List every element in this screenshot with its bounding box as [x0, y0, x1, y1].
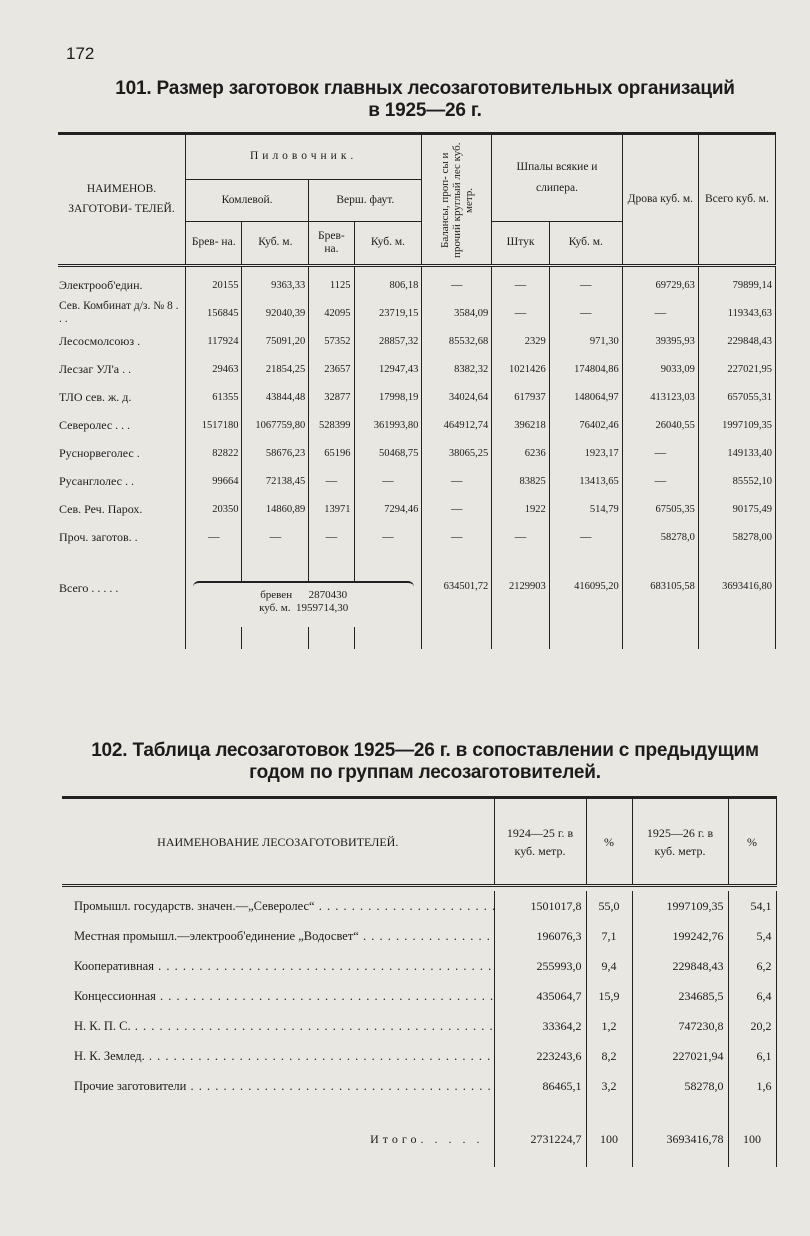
cell-sh_sht: 617937: [492, 383, 550, 411]
cell-sh_sht: —: [492, 299, 550, 327]
cell-vsego: 58278,00: [698, 523, 775, 551]
cell-sh_kub: —: [549, 523, 622, 551]
cell-y1: 33364,2: [494, 1011, 586, 1041]
cell-k_br: 20155: [185, 271, 242, 299]
cell-sh_kub: —: [549, 271, 622, 299]
cell-k_kub: —: [242, 523, 309, 551]
table1-total-row: [58, 581, 776, 627]
t2-header-pct2: %: [728, 798, 776, 886]
table-row: [58, 327, 776, 355]
cell-p1: 1,2: [586, 1011, 632, 1041]
cell-v_kub: 12947,43: [354, 355, 422, 383]
table-row: [58, 299, 776, 327]
cell-drova: 413123,03: [622, 383, 698, 411]
table-row: [62, 1071, 776, 1101]
table-row: [58, 355, 776, 383]
row-name: [62, 921, 494, 951]
cell-p1: 9,4: [586, 951, 632, 981]
cell-drova: —: [622, 299, 698, 327]
cell-vsego: 79899,14: [698, 271, 775, 299]
t2-total-pct2: 100: [728, 1111, 776, 1167]
cell-k_kub: 43844,48: [242, 383, 309, 411]
row-name: Русанглолес . .: [59, 473, 134, 488]
table1-title-line1: 101. Размер заготовок главных лесозаготовительных организаций: [115, 78, 735, 99]
cell-vsego: 149133,40: [698, 439, 775, 467]
cell-y2: 747230,8: [632, 1011, 728, 1041]
col-header-komlevoi-brevna: Брев- на.: [185, 222, 242, 266]
balansy-header-text: Балансы, проп- сы и прочий круглый лес куб. метр.: [438, 141, 475, 258]
cell-y2: 199242,76: [632, 921, 728, 951]
row-name-text: Кооперативная: [74, 958, 154, 973]
row-name: Лесзаг УЛ'а . .: [59, 361, 132, 376]
cell-y1: 255993,0: [494, 951, 586, 981]
row-name-text: Н. К. П. С.: [74, 1018, 131, 1033]
t2-header-name: НАИМЕНОВАНИЕ ЛЕСОЗАГОТОВИТЕЛЕЙ.: [62, 798, 494, 886]
col-header-komlevoi: Комлевой.: [185, 180, 308, 222]
cell-sh_kub: 1923,17: [549, 439, 622, 467]
cell-v_kub: 7294,46: [354, 495, 422, 523]
row-name: [62, 951, 494, 981]
cell-bal: 85532,68: [422, 327, 492, 355]
row-name: ТЛО сев. ж. д.: [59, 389, 132, 404]
cell-v_kub: 28857,32: [354, 327, 422, 355]
col-header-versh-kub: Куб. м.: [354, 222, 422, 266]
row-name: [62, 1071, 494, 1101]
table2-title-line2: годом по группам лесозаготовителей.: [249, 762, 601, 783]
cell-sh_kub: 76402,46: [549, 411, 622, 439]
col-header-name: НАИМЕНОВ. ЗАГОТОВИ- ТЕЛЕЙ.: [58, 134, 185, 266]
cell-v_kub: —: [354, 467, 422, 495]
t2-total-label: Итого. . . . .: [370, 1131, 484, 1146]
cell-y1: 1501017,8: [494, 891, 586, 921]
cell-bal: 464912,74: [422, 411, 492, 439]
leader-dots: [154, 959, 494, 973]
cell-v_br: 528399: [309, 411, 354, 439]
cell-drova: 69729,63: [622, 271, 698, 299]
table-row: [62, 1011, 776, 1041]
cell-p2: 5,4: [728, 921, 776, 951]
cell-y1: 86465,1: [494, 1071, 586, 1101]
total-label: Всего . . . . .: [59, 581, 119, 595]
t2-total-1924: 2731224,7: [494, 1111, 586, 1167]
total-vsego: 3693416,80: [698, 581, 775, 627]
cell-p1: 3,2: [586, 1071, 632, 1101]
cell-k_kub: 58676,23: [242, 439, 309, 467]
col-header-shpaly-kub: Куб. м.: [549, 222, 622, 266]
cell-y1: 196076,3: [494, 921, 586, 951]
cell-drova: 39395,93: [622, 327, 698, 355]
table-row: [58, 495, 776, 523]
cell-bal: —: [422, 271, 492, 299]
row-name-text: Н. К. Землед.: [74, 1048, 145, 1063]
cell-v_br: 32877: [309, 383, 354, 411]
table-101: [58, 132, 776, 649]
leader-dots: [315, 899, 494, 913]
cell-v_br: 1125: [309, 271, 354, 299]
cell-v_kub: 50468,75: [354, 439, 422, 467]
col-header-drova: Дрова куб. м.: [622, 134, 698, 266]
leader-dots: [145, 1049, 494, 1063]
cell-k_kub: 21854,25: [242, 355, 309, 383]
cell-drova: —: [622, 439, 698, 467]
cell-sh_sht: —: [492, 523, 550, 551]
cell-sh_kub: 13413,65: [549, 467, 622, 495]
cell-k_kub: 14860,89: [242, 495, 309, 523]
table-row: [58, 467, 776, 495]
cell-p2: 6,2: [728, 951, 776, 981]
cell-bal: 38065,25: [422, 439, 492, 467]
cell-k_br: 117924: [185, 327, 242, 355]
cell-sh_sht: 1021426: [492, 355, 550, 383]
leader-dots: [359, 929, 494, 943]
cell-sh_kub: 514,79: [549, 495, 622, 523]
cell-vsego: 229848,43: [698, 327, 775, 355]
cell-sh_sht: 396218: [492, 411, 550, 439]
cell-sh_kub: 174804,86: [549, 355, 622, 383]
cell-y1: 223243,6: [494, 1041, 586, 1071]
row-name: [62, 981, 494, 1011]
cell-drova: 67505,35: [622, 495, 698, 523]
cell-k_br: 61355: [185, 383, 242, 411]
table1-title-line2: в 1925—26 г.: [368, 100, 482, 121]
cell-v_kub: 23719,15: [354, 299, 422, 327]
cell-drova: —: [622, 467, 698, 495]
cell-bal: —: [422, 495, 492, 523]
table-row: [58, 383, 776, 411]
total-brace: [193, 581, 414, 587]
table-row: [62, 1041, 776, 1071]
total-shpaly-shtuk: 2129903: [492, 581, 550, 627]
row-name: Лесосмолсоюз .: [59, 333, 141, 348]
leader-dots: [186, 1079, 494, 1093]
cell-sh_kub: 148064,97: [549, 383, 622, 411]
cell-sh_sht: —: [492, 271, 550, 299]
cell-y2: 1997109,35: [632, 891, 728, 921]
total-brevna-value: 2870430: [308, 589, 348, 601]
cell-vsego: 90175,49: [698, 495, 775, 523]
cell-p2: 1,6: [728, 1071, 776, 1101]
cell-vsego: 85552,10: [698, 467, 775, 495]
cell-drova: 58278,0: [622, 523, 698, 551]
cell-p1: 8,2: [586, 1041, 632, 1071]
cell-bal: 34024,64: [422, 383, 492, 411]
cell-k_br: 99664: [185, 467, 242, 495]
table2-total-row: [62, 1111, 776, 1167]
col-header-versh: Верш. фаут.: [309, 180, 422, 222]
row-name: Проч. заготов. .: [59, 529, 138, 544]
row-name: Руснорвеголес .: [59, 445, 140, 460]
row-name-text: Промышл. государств. значен.—„Северолес“: [74, 898, 315, 913]
cell-v_br: 42095: [309, 299, 354, 327]
cell-y1: 435064,7: [494, 981, 586, 1011]
cell-k_kub: 75091,20: [242, 327, 309, 355]
table-102: [62, 796, 777, 1167]
cell-y2: 227021,94: [632, 1041, 728, 1071]
row-name: Электрооб'един.: [59, 277, 143, 292]
cell-v_br: 23657: [309, 355, 354, 383]
cell-v_kub: 17998,19: [354, 383, 422, 411]
cell-k_br: 156845: [185, 299, 242, 327]
cell-drova: 26040,55: [622, 411, 698, 439]
cell-p1: 15,9: [586, 981, 632, 1011]
cell-drova: 9033,09: [622, 355, 698, 383]
row-name: Северолес . . .: [59, 417, 131, 432]
cell-v_br: 65196: [309, 439, 354, 467]
table-row: [58, 271, 776, 299]
cell-v_br: 57352: [309, 327, 354, 355]
cell-bal: 8382,32: [422, 355, 492, 383]
row-name: [62, 891, 494, 921]
leader-dots: [131, 1019, 494, 1033]
row-name: Сев. Комбинат д/з. № 8 . . .: [59, 300, 179, 325]
table-row: [62, 951, 776, 981]
table-row: [58, 439, 776, 467]
cell-sh_sht: 83825: [492, 467, 550, 495]
cell-p2: 54,1: [728, 891, 776, 921]
t2-header-pct1: %: [586, 798, 632, 886]
cell-p1: 55,0: [586, 891, 632, 921]
cell-v_kub: 361993,80: [354, 411, 422, 439]
cell-k_br: —: [185, 523, 242, 551]
cell-sh_sht: 6236: [492, 439, 550, 467]
table-row: [58, 523, 776, 551]
t2-header-1925: 1925—26 г. в куб. метр.: [632, 798, 728, 886]
cell-v_kub: —: [354, 523, 422, 551]
cell-k_kub: 9363,33: [242, 271, 309, 299]
total-pilovochnik: [185, 581, 421, 627]
col-header-balansy: [422, 134, 492, 266]
col-header-shpaly-shtuk: Штук: [492, 222, 550, 266]
cell-v_br: —: [309, 467, 354, 495]
table-row: [58, 411, 776, 439]
cell-k_kub: 1067759,80: [242, 411, 309, 439]
t2-total-1925: 3693416,78: [632, 1111, 728, 1167]
row-name-text: Местная промышл.—электрооб'единение „Водосвет“: [74, 928, 359, 943]
col-header-versh-brevna: Брев- на.: [309, 222, 354, 266]
cell-sh_sht: 2329: [492, 327, 550, 355]
leader-dots: [156, 989, 494, 1003]
cell-v_br: —: [309, 523, 354, 551]
total-kub-label: куб. м.: [259, 602, 291, 614]
row-name: [62, 1011, 494, 1041]
table-row: [62, 981, 776, 1011]
cell-bal: 3584,09: [422, 299, 492, 327]
table-row: [62, 891, 776, 921]
cell-bal: —: [422, 467, 492, 495]
cell-p2: 6,1: [728, 1041, 776, 1071]
cell-v_kub: 806,18: [354, 271, 422, 299]
cell-sh_sht: 1922: [492, 495, 550, 523]
row-name: [62, 1041, 494, 1071]
cell-k_kub: 92040,39: [242, 299, 309, 327]
t2-total-pct1: 100: [586, 1111, 632, 1167]
cell-bal: —: [422, 523, 492, 551]
page-number: 172: [66, 44, 95, 63]
cell-sh_kub: —: [549, 299, 622, 327]
cell-y2: 58278,0: [632, 1071, 728, 1101]
table-row: [62, 921, 776, 951]
row-name-text: Концессионная: [74, 988, 156, 1003]
cell-vsego: 1997109,35: [698, 411, 775, 439]
col-header-komlevoi-kub: Куб. м.: [242, 222, 309, 266]
table2-title: [60, 740, 790, 784]
col-header-vsego: Всего куб. м.: [698, 134, 775, 266]
total-brevna-label: бревен: [260, 589, 293, 601]
cell-k_br: 20350: [185, 495, 242, 523]
cell-k_br: 29463: [185, 355, 242, 383]
col-header-shpaly: Шпалы всякие и слипера.: [492, 134, 623, 222]
cell-p1: 7,1: [586, 921, 632, 951]
cell-v_br: 13971: [309, 495, 354, 523]
cell-sh_kub: 971,30: [549, 327, 622, 355]
total-kub-value: 1959714,30: [295, 602, 349, 614]
cell-y2: 229848,43: [632, 951, 728, 981]
cell-vsego: 657055,31: [698, 383, 775, 411]
total-balansy: 634501,72: [422, 581, 492, 627]
col-header-pilovochnik: Пиловочник.: [185, 134, 421, 180]
cell-k_kub: 72138,45: [242, 467, 309, 495]
t2-header-1924: 1924—25 г. в куб. метр.: [494, 798, 586, 886]
cell-p2: 6,4: [728, 981, 776, 1011]
cell-vsego: 119343,63: [698, 299, 775, 327]
total-shpaly-kub: 416095,20: [549, 581, 622, 627]
table2-title-line1: 102. Таблица лесозаготовок 1925—26 г. в сопоставлении с предыдущим: [91, 740, 759, 761]
cell-k_br: 1517180: [185, 411, 242, 439]
row-name-text: Прочие заготовители: [74, 1078, 187, 1093]
cell-vsego: 227021,95: [698, 355, 775, 383]
cell-p2: 20,2: [728, 1011, 776, 1041]
row-name: Сев. Реч. Парох.: [59, 501, 143, 516]
total-drova: 683105,58: [622, 581, 698, 627]
cell-k_br: 82822: [185, 439, 242, 467]
cell-y2: 234685,5: [632, 981, 728, 1011]
table1-title: [60, 78, 790, 122]
